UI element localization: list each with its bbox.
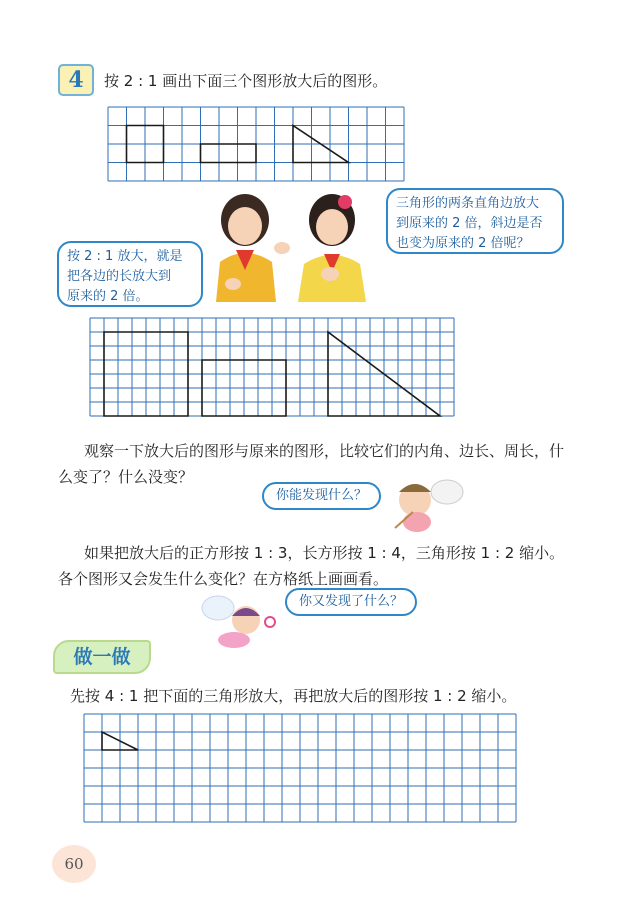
problem-instruction: 按 2 : 1 画出下面三个图形放大后的图形。 [104, 72, 388, 90]
shrink-paragraph-line-2: 各个图形又会发生什么变化？在方格纸上画画看。 [58, 570, 389, 588]
speech-left-line-3: 原来的 2 倍。 [67, 289, 149, 304]
practice-instruction: 先按 4 : 1 把下面的三角形放大，再把放大后的图形按 1 : 2 缩小。 [70, 687, 517, 705]
speech-right-line-3: 也变为原来的 2 倍呢？ [396, 236, 530, 251]
observe-paragraph-line-2: 么变了？什么没变？ [58, 468, 194, 486]
grid-practice [84, 714, 516, 820]
shrink-paragraph-line-1: 如果把放大后的正方形按 1 : 3，长方形按 1 : 4，三角形按 1 : 2 缩小。 [84, 544, 565, 562]
girl-left [216, 194, 290, 302]
rectangle-original [201, 144, 257, 163]
practice-tag: 做一做 [53, 640, 151, 674]
angel-speech-bubble-1: 你能发现什么？ [262, 482, 381, 510]
page-number: 60 [52, 845, 96, 883]
speech-bubble-right [386, 188, 564, 254]
girl-right [298, 194, 366, 302]
speech-right-line-2: 到原来的 2 倍，斜边是否 [396, 216, 543, 231]
observe-paragraph-line-1: 观察一下放大后的图形与原来的图形，比较它们的内角、边长、周长，什 [84, 442, 565, 460]
two-children-illustration [200, 192, 380, 307]
grid-enlarged-figures [90, 318, 454, 418]
grid-original-figures [108, 107, 404, 179]
speech-left-line-2: 把各边的长放大到 [67, 269, 172, 284]
cupid-illustration-1 [385, 470, 465, 540]
angel-speech-bubble-2: 你又发现了什么？ [285, 588, 417, 616]
speech-bubble-left [57, 241, 203, 307]
problem-number-badge: 4 [58, 64, 94, 96]
speech-left-line-1: 按 2 : 1 放大，就是 [67, 249, 183, 264]
cupid-illustration-2 [196, 590, 280, 654]
speech-right-line-1: 三角形的两条直角边放大 [396, 196, 540, 211]
